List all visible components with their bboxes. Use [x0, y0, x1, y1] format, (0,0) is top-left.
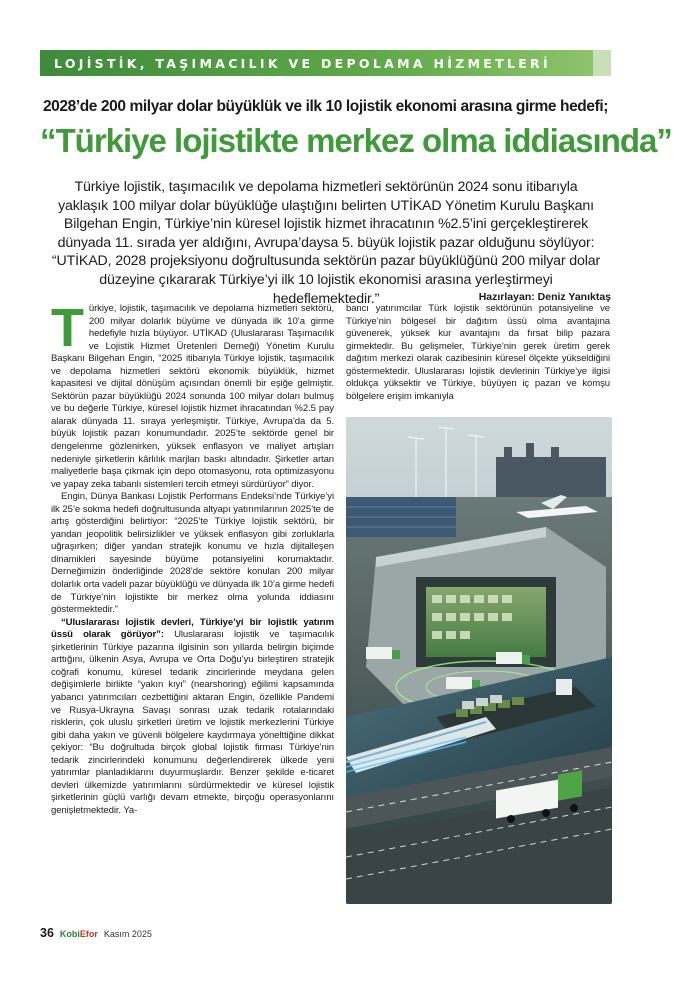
- article-lead: Türkiye lojistik, taşımacılık ve depolama hizmetleri sektörünün 2024 sonu itibarıyla yaklaşık 100 milyar dolar büyüklüğe ulaştığını belirten UTİKAD Yönetim Kurulu Başkanı Bilgehan Engin, Türkiye’nin küresel lojistik hizmet ihracatının %2.5’ini gerçekleştirerek dünyada 11. sırada yer aldığını, Avrupa’daysa 5. büyük lojistik pazar olduğunu söylüyor: “UTİKAD, 2028 projeksiyonu doğrultusunda sektörün pazar büyüklüğünü 200 milyar dolar düzeyine çıkararak Türkiye’yi ilk 10 lojistik ekonomisi arasına yerleştirmeyi hedeflemektedir.”: [51, 179, 601, 307]
- subheading: “Uluslararası lojistik devleri, Türkiye’yi bir lojistik yatırım üssü olarak görüyor”:: [51, 616, 334, 641]
- left-column: [51, 298, 334, 817]
- right-column: [346, 303, 610, 403]
- paragraph-4: bancı yatırımcılar Türk lojistik sektörünün potansiyeline ve Türkiye’nin bölgesel bir dağıtım üssü olma avantajına güvenerek, yüksek kur avantajını da fırsat bilip pazara girmektedir. Bu gelişmeler, Türkiye’nin gerek üretim gerek dağıtım merkezi olarak cazibesinin küresel ölçekte yükseldiğini göstermektedir. Uluslararası lojistik devlerinin Türkiye’ye ilgisi oldukça yüksektir ve Türkiye, büyüyen iç pazarı ve komşu bölgelere erişim imkanıyla: [346, 303, 610, 402]
- section-banner: [40, 50, 593, 76]
- paragraph-3: [51, 617, 334, 818]
- magazine-name-part2: Efor: [79, 929, 98, 939]
- magazine-logo: [60, 929, 98, 939]
- article-kicker: 2028’de 200 milyar dolar büyüklük ve ilk 10 lojistik ekonomi arasına girme hedefi;: [42, 98, 609, 115]
- page-footer: [40, 926, 152, 942]
- section-title: LOJİSTİK, TAŞIMACILIK VE DEPOLAMA HİZMETLERİ: [54, 55, 551, 71]
- logistics-hub-image: [346, 417, 612, 904]
- paragraph-1: [51, 298, 334, 491]
- paragraph-2: Engin, Dünya Bankası Lojistik Performans Endeksi’nde Türkiye’yi ilk 25’e sokma hedefi doğrultusunda altyapı yatırımlarının 2025’te de artış gösterdiğini belirtiyor: “2025’te Türkiye lojistik sektörü, bir yandan jeopolitik belirsizlikler ve yüksek enflasyon gibi zorluklarla uğraşırken; diğer yandan stratejik konumu ve hızla dijitalleşen dinamikleri sayesinde büyüme potansiyelini korumaktadır. Derneğimizin önderliğinde 2028’de sektöre konulan 200 milyar dolarlık orta vadeli pazar büyüklüğü ve dünyada ilk 10’a girme hedefi de Türkiye’nin lojistikte bir merkez olma yolunda iddiasını göstermektedir.”: [51, 491, 334, 616]
- banner-accent: [593, 50, 611, 76]
- paragraph-1-text: ürkiye, lojistik, taşımacılık ve depolama hizmetleri sektörü, 200 milyar dolarlık büyüme ve dünyada ilk 10’a girme hedefiyle hızla büyüyor. UTİKAD (Uluslararası Taşımacılık ve Lojistik Hizmet Üretenleri Derneği) Yönetim Kurulu Başkanı Bilgehan Engin, “2025 itibarıyla Türkiye lojistik, taşımacılık ve depolama hizmetleri sektörü ekonomik büyüklük, hizmet kapasitesi ve dijital dönüşüm açısından önemli bir eşiğe gelmiştir. Sektörün pazar büyüklüğü 2024 sonunda 100 milyar doları bulmuş ve bu değerle Türkiye, küresel lojistik hizmet ihracatından %2.5 pay alarak dünyada 11. sıraya yerleşmiştir. Türkiye, Avrupa’da da 5. büyük lojistik pazarı konumundadır. 2025’te sektörde genel bir dengelenme gözlenirken, yüksek enflasyon ve maliyet artışları nedeniyle şirketlerin kârlılık marjları baskı altındadır. Şirketler artan maliyetlerle başa çıkmak için depo otomasyonu, rota optimizasyonu ve yapay zeka tabanlı sistemleri tercih etmeyi sürdürüyor” diyor.: [51, 303, 334, 490]
- issue-date: Kasım 2025: [103, 929, 152, 939]
- article-headline: “Türkiye lojistikte merkez olma iddiasında”: [40, 122, 672, 159]
- article-byline: Hazırlayan: Deniz Yanıktaş: [478, 291, 611, 303]
- magazine-name-part1: Kobi: [59, 929, 80, 939]
- paragraph-3-text: Uluslararası lojistik ve taşımacılık şirketlerinin Türkiye pazarına ilgisinin son yıllarda belirgin biçimde arttığını, ülkenin Asya, Avrupa ve Orta Doğu’yu birleştiren stratejik coğrafi konumu, küresel tedarik zincirlerinde meydana gelen değişimlerle birlikte “yakın kıyı” (nearshoring) eğilimi kapsamında yabancı yatırımcıları cezbettiğini aktaran Engin, özellikle Pandemi ve Rusya-Ukrayna Savaşı sonrası uzak tedarik rotalarındaki risklerin, çok uluslu şirketleri üretim ve lojistik merkezlerini Türkiye gibi daha yakın ve güvenli bölgelere kaydırmaya yönelttiğine dikkat çekiyor: “Bu doğrultuda birçok global lojistik firması Türkiye’nin tedarik zincirlerindeki konumunu değerlendirerek ülkede yeni yatırımlar planladıklarını duyurmuşlardır. Benzer şekilde e-ticaret devleri ülkemizde yatırımlarını sürdürmektedir ve küresel lojistik şirketlerinin güçlü varlığı devam etmekte, birçoğu operasyonlarını genişletmektedir. Ya-: [51, 629, 334, 816]
- logistics-hub-illustration: [346, 417, 612, 904]
- drop-cap: T: [51, 298, 84, 358]
- page-number: 36: [40, 926, 54, 940]
